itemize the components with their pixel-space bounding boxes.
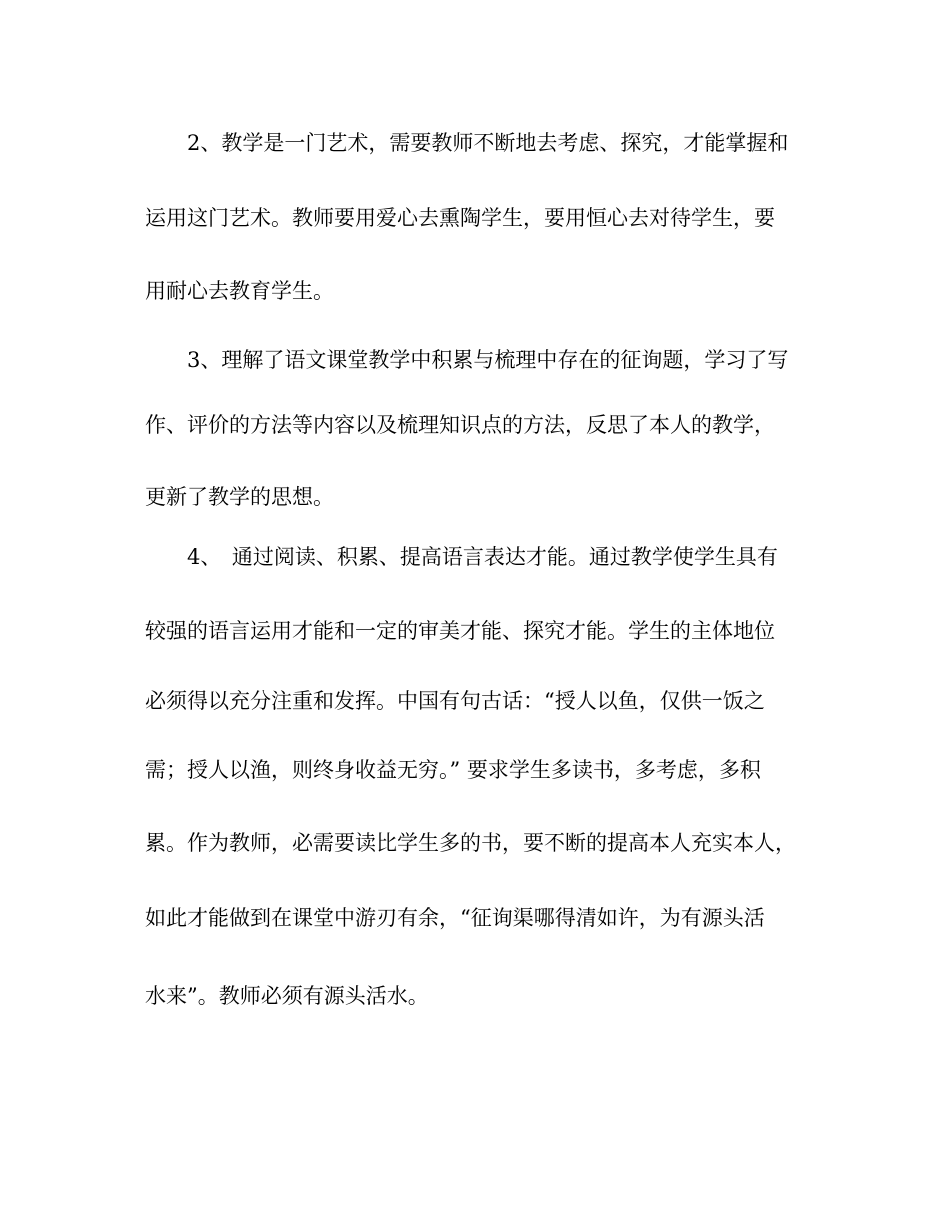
paragraph-3-line-2: 作、评价的方法等内容以及梳理知识点的方法，反思了本人的教学， xyxy=(145,413,775,437)
paragraph-3-line-1: 3、理解了语文课堂教学中积累与梳理中存在的征询题，学习了写 xyxy=(145,348,789,372)
paragraph-4-line-3: 必须得以充分注重和发挥。中国有句古话：“授人以鱼，仅供一饭之 xyxy=(145,689,765,713)
paragraph-4-line-5: 累。作为教师，必需要读比学生多的书，要不断的提高本人充实本人， xyxy=(145,831,796,855)
paragraph-2-line-3: 用耐心去教育学生。 xyxy=(145,279,334,303)
paragraph-4-line-6: 如此才能做到在课堂中游刃有余，“征询渠哪得清如许，为有源头活 xyxy=(145,906,765,930)
paragraph-4-line-4: 需；授人以渔，则终身收益无穷。” 要求学生多读书，多考虑，多积 xyxy=(145,758,761,782)
paragraph-4-line-2: 较强的语言运用才能和一定的审美才能、探究才能。学生的主体地位 xyxy=(145,619,775,643)
paragraph-4-line-1: 4、 通过阅读、积累、提高语言表达才能。通过教学使学生具有 xyxy=(145,545,778,569)
paragraph-2-line-2: 运用这门艺术。教师要用爱心去熏陶学生，要用恒心去对待学生，要 xyxy=(145,206,775,230)
paragraph-3-line-3: 更新了教学的思想。 xyxy=(145,485,334,509)
paragraph-4-line-7: 水来”。教师必须有源头活水。 xyxy=(145,984,429,1008)
paragraph-2-line-1: 2、教学是一门艺术，需要教师不断地去考虑、探究，才能掌握和 xyxy=(145,131,789,155)
